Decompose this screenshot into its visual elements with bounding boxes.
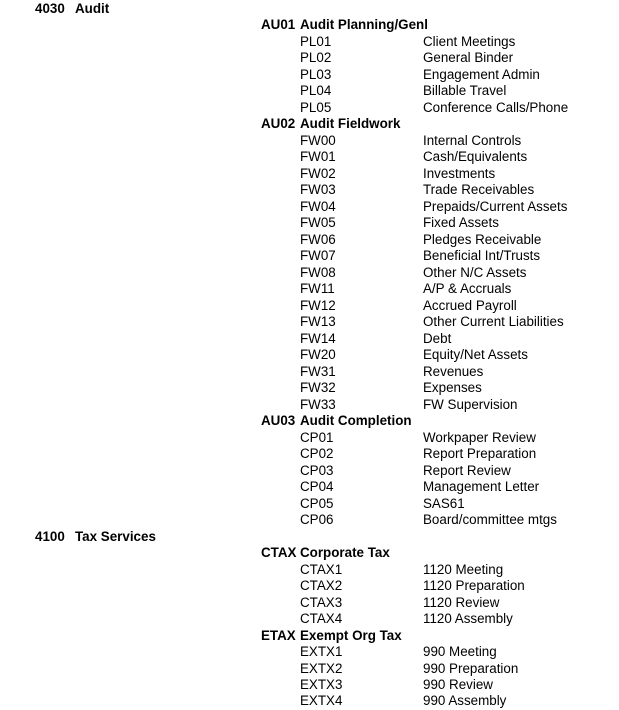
item-description: Billable Travel <box>423 83 507 98</box>
item-code: EXTX4 <box>300 693 343 708</box>
list-item <box>0 397 619 413</box>
item-code: CTAX3 <box>300 595 343 610</box>
item-description: Report Review <box>423 463 511 478</box>
list-item <box>0 693 619 709</box>
list-item <box>0 248 619 264</box>
list-item <box>0 430 619 446</box>
item-code: FW13 <box>300 314 336 329</box>
item-description: 990 Assembly <box>423 693 507 708</box>
group-title: Audit Planning/Genl <box>300 17 428 32</box>
item-description: Trade Receivables <box>423 182 535 197</box>
item-code: EXTX1 <box>300 644 343 659</box>
item-description: Expenses <box>423 380 482 395</box>
item-code: CTAX2 <box>300 578 343 593</box>
item-description: FW Supervision <box>423 397 518 412</box>
section-code: 4030 <box>35 1 65 16</box>
item-description: A/P & Accruals <box>423 281 512 296</box>
item-description: Pledges Receivable <box>423 232 542 247</box>
item-description: 990 Preparation <box>423 661 519 676</box>
item-description: Beneficial Int/Trusts <box>423 248 541 263</box>
item-code: FW32 <box>300 380 336 395</box>
item-code: FW01 <box>300 149 336 164</box>
item-code: FW12 <box>300 298 336 313</box>
item-description: 1120 Assembly <box>423 611 513 626</box>
list-item <box>0 677 619 693</box>
list-item <box>0 496 619 512</box>
list-item <box>0 479 619 495</box>
list-item <box>0 265 619 281</box>
list-item <box>0 611 619 627</box>
list-item <box>0 83 619 99</box>
list-item <box>0 463 619 479</box>
list-item <box>0 512 619 528</box>
item-description: 1120 Preparation <box>423 578 525 593</box>
item-code: FW00 <box>300 133 336 148</box>
item-description: Accrued Payroll <box>423 298 517 313</box>
section-code: 4100 <box>35 529 65 544</box>
list-item <box>0 34 619 50</box>
list-item <box>0 347 619 363</box>
item-code: CP01 <box>300 430 334 445</box>
item-description: Revenues <box>423 364 484 379</box>
group-title: Audit Completion <box>300 413 412 428</box>
item-description: Other Current Liabilities <box>423 314 564 329</box>
list-item <box>0 331 619 347</box>
list-item <box>0 446 619 462</box>
list-item <box>0 661 619 677</box>
item-description: Debt <box>423 331 452 346</box>
list-item <box>0 50 619 66</box>
item-code: CP04 <box>300 479 334 494</box>
group-code: AU02 <box>261 116 296 131</box>
group-title: Exempt Org Tax <box>300 628 402 643</box>
list-item <box>0 133 619 149</box>
item-code: EXTX3 <box>300 677 343 692</box>
list-item <box>0 67 619 83</box>
list-item <box>0 281 619 297</box>
item-description: 1120 Review <box>423 595 500 610</box>
item-description: Internal Controls <box>423 133 522 148</box>
item-code: FW20 <box>300 347 336 362</box>
item-description: General Binder <box>423 50 514 65</box>
item-description: Board/committee mtgs <box>423 512 557 527</box>
list-item <box>0 100 619 116</box>
item-code: FW14 <box>300 331 336 346</box>
item-code: FW07 <box>300 248 336 263</box>
list-item <box>0 314 619 330</box>
item-code: FW04 <box>300 199 336 214</box>
item-description: Management Letter <box>423 479 540 494</box>
section-title: Tax Services <box>75 529 156 544</box>
item-description: SAS61 <box>423 496 465 511</box>
list-item <box>0 595 619 611</box>
item-description: Investments <box>423 166 496 181</box>
item-description: Other N/C Assets <box>423 265 527 280</box>
list-item <box>0 149 619 165</box>
group-title: Corporate Tax <box>300 545 390 560</box>
item-code: CTAX4 <box>300 611 343 626</box>
item-description: Report Preparation <box>423 446 537 461</box>
item-description: Client Meetings <box>423 34 516 49</box>
item-description: Equity/Net Assets <box>423 347 528 362</box>
list-item <box>0 364 619 380</box>
item-description: Fixed Assets <box>423 215 499 230</box>
list-item <box>0 644 619 660</box>
item-description: 1120 Meeting <box>423 562 504 577</box>
group-title: Audit Fieldwork <box>300 116 401 131</box>
list-item <box>0 166 619 182</box>
list-item <box>0 562 619 578</box>
item-code: EXTX2 <box>300 661 343 676</box>
item-code: FW33 <box>300 397 336 412</box>
item-code: FW31 <box>300 364 336 379</box>
list-item <box>0 578 619 594</box>
item-description: Conference Calls/Phone <box>423 100 569 115</box>
item-code: CP03 <box>300 463 334 478</box>
item-code: PL05 <box>300 100 332 115</box>
item-description: Engagement Admin <box>423 67 540 82</box>
item-code: CP02 <box>300 446 334 461</box>
item-code: PL02 <box>300 50 332 65</box>
item-description: Cash/Equivalents <box>423 149 528 164</box>
group-code: CTAX <box>261 545 297 560</box>
list-item <box>0 199 619 215</box>
list-item <box>0 232 619 248</box>
item-description: 990 Meeting <box>423 644 497 659</box>
item-code: CTAX1 <box>300 562 343 577</box>
item-code: PL04 <box>300 83 332 98</box>
item-code: FW11 <box>300 281 335 296</box>
list-item <box>0 182 619 198</box>
list-item <box>0 298 619 314</box>
item-description: Workpaper Review <box>423 430 536 445</box>
item-description: 990 Review <box>423 677 493 692</box>
group-code: AU03 <box>261 413 296 428</box>
item-code: FW06 <box>300 232 336 247</box>
item-code: PL01 <box>300 34 332 49</box>
item-code: FW08 <box>300 265 336 280</box>
item-description: Prepaids/Current Assets <box>423 199 568 214</box>
item-code: PL03 <box>300 67 332 82</box>
item-code: FW02 <box>300 166 336 181</box>
list-item <box>0 215 619 231</box>
item-code: CP05 <box>300 496 334 511</box>
item-code: FW03 <box>300 182 336 197</box>
group-code: ETAX <box>261 628 296 643</box>
section-title: Audit <box>75 1 110 16</box>
item-code: CP06 <box>300 512 334 527</box>
list-item <box>0 380 619 396</box>
item-code: FW05 <box>300 215 336 230</box>
group-code: AU01 <box>261 17 296 32</box>
